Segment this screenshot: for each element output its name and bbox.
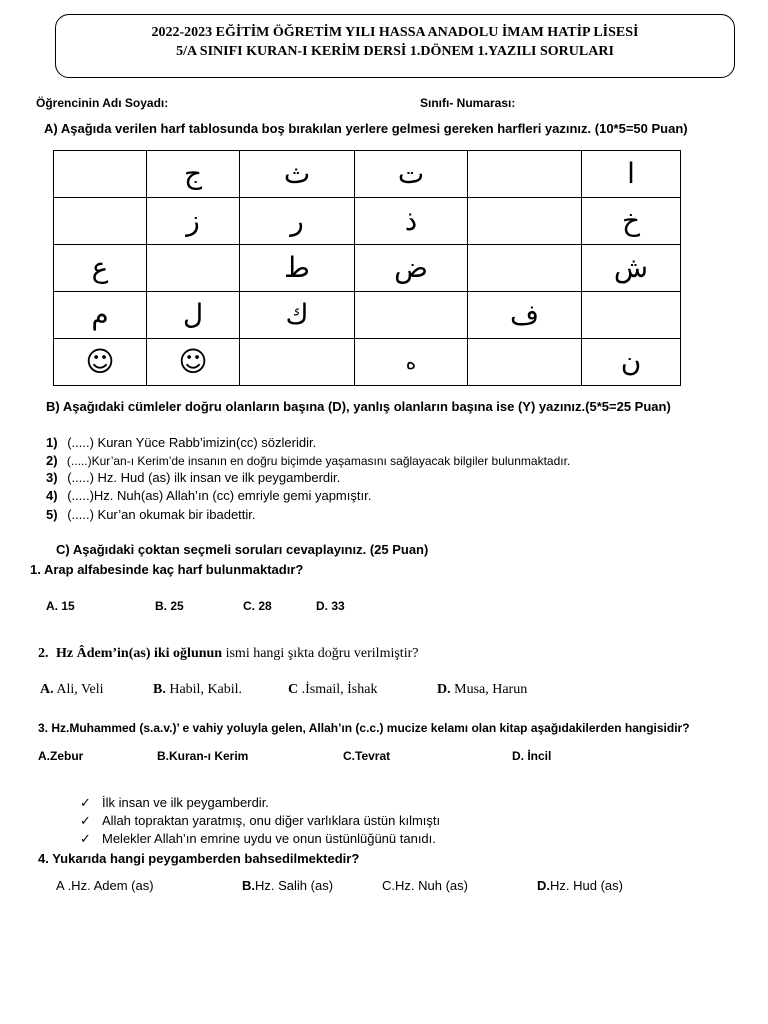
q1-option-c: C. 28: [243, 599, 272, 613]
letter-cell: ف: [468, 292, 582, 339]
q1-option-d: D. 33: [316, 599, 345, 613]
letter-cell: ل: [147, 292, 240, 339]
letter-cell: [468, 245, 582, 292]
q2-option-d: [437, 682, 527, 698]
letter-cell: [468, 339, 582, 386]
table-row: [54, 151, 681, 198]
question-3: 3. Hz.Muhammed (s.a.v.)’ e vahiy yoluyla gelen, Allah’ın (c.c.) mucize kelamı olan kitap aşağıdakilerden hangisidir?: [38, 721, 690, 735]
option-text: Ali, Veli: [53, 682, 104, 697]
q1-option-b: B. 25: [155, 599, 184, 613]
letter-table: [53, 150, 681, 386]
list-item: [80, 813, 440, 829]
item-number: 1): [46, 435, 58, 450]
list-item: [46, 470, 340, 485]
item-text: (.....) Hz. Hud (as) ilk insan ve ilk peygamberdir.: [67, 470, 341, 485]
q2-option-a: [40, 682, 104, 698]
option-letter: B.: [242, 878, 255, 893]
letter-cell: ج: [147, 151, 240, 198]
option-letter: A.: [40, 682, 54, 697]
q2-bold-text: Hz Âdem’in(as) iki oğlunun: [56, 646, 223, 661]
table-row: [54, 292, 681, 339]
letter-cell: [240, 339, 355, 386]
letter-cell: [147, 245, 240, 292]
letter-cell: ه: [355, 339, 468, 386]
list-item: [46, 453, 570, 468]
section-a-title: A) Aşağıda verilen harf tablosunda boş bırakılan yerlere gelmesi gereken harfleri yazınız. (10*5=50 Puan): [44, 121, 688, 136]
q3-option-c: C.Tevrat: [343, 749, 391, 763]
letter-cell: ض: [355, 245, 468, 292]
item-text: (.....)Hz. Nuh(as) Allah’ın (cc) emriyle gemi yapmıştır.: [67, 488, 372, 503]
letter-cell: ث: [240, 151, 355, 198]
letter-cell: ا: [582, 151, 681, 198]
letter-cell: [355, 292, 468, 339]
letter-cell: ك: [240, 292, 355, 339]
clue-text: Melekler Allah’ın emrine uydu ve onun üstünlüğünü tanıdı.: [102, 831, 436, 846]
section-c-title: C) Aşağıdaki çoktan seçmeli soruları cevaplayınız. (25 Puan): [56, 542, 429, 557]
student-name-label: Öğrencinin Adı Soyadı:: [36, 96, 169, 110]
q2-number: 2.: [38, 646, 49, 661]
header-title-line2: 5/A SINIFI KURAN-I KERİM DERSİ 1.DÖNEM 1.YAZILI SORULARI: [176, 44, 614, 59]
question-4: 4. Yukarıda hangi peygamberden bahsedilmektedir?: [38, 851, 360, 866]
item-number: 2): [46, 453, 58, 468]
q3-option-a: A.Zebur: [38, 749, 84, 763]
letter-cell: خ: [582, 198, 681, 245]
letter-cell: ذ: [355, 198, 468, 245]
option-text: Hz. Salih (as): [255, 878, 334, 893]
item-text: (.....) Kur’an okumak bir ibadettir.: [67, 507, 256, 522]
list-item: [80, 795, 269, 811]
letter-cell: ز: [147, 198, 240, 245]
option-letter: D.: [537, 878, 550, 893]
checkmark-icon: ✓: [80, 795, 91, 810]
q1-option-a: A. 15: [46, 599, 75, 613]
list-item: [46, 435, 316, 450]
q2-text: ismi hangi şıkta doğru verilmiştir?: [222, 646, 419, 661]
letter-cell: ن: [582, 339, 681, 386]
question-1: 1. Arap alfabesinde kaç harf bulunmaktadır?: [30, 562, 304, 577]
option-text: Musa, Harun: [450, 682, 528, 697]
checkmark-icon: ✓: [80, 831, 91, 846]
table-row: [54, 245, 681, 292]
letter-cell: [468, 198, 582, 245]
q4-option-b: [242, 878, 333, 893]
student-class-label: Sınıfı- Numarası:: [420, 96, 516, 110]
clue-text: Allah topraktan yaratmış, onu diğer varlıklara üstün kılmıştı: [102, 813, 441, 828]
letter-cell: ت: [355, 151, 468, 198]
option-letter: B.: [153, 682, 166, 697]
option-text: Habil, Kabil.: [165, 682, 243, 697]
letter-cell: [582, 292, 681, 339]
list-item: [80, 831, 436, 847]
q2-option-b: [153, 682, 242, 698]
list-item: [46, 507, 256, 522]
clue-text: İlk insan ve ilk peygamberdir.: [102, 795, 269, 810]
letter-cell: ع: [54, 245, 147, 292]
question-2: [38, 646, 418, 662]
smiley-icon: ☺: [147, 339, 240, 386]
q4-option-c: C.Hz. Nuh (as): [382, 878, 468, 893]
option-text: .İsmail, İshak: [298, 682, 378, 697]
item-number: 4): [46, 488, 58, 503]
q4-option-d: [537, 878, 623, 893]
letter-cell: [54, 151, 147, 198]
section-b-title: B) Aşağıdaki cümleler doğru olanların başına (D), yanlış olanların başına ise (Y) yazınız.(5*5=25 Puan): [46, 399, 671, 414]
letter-cell: ر: [240, 198, 355, 245]
q3-option-b: B.Kuran-ı Kerim: [157, 749, 249, 763]
letter-cell: [54, 198, 147, 245]
option-letter: D.: [437, 682, 451, 697]
option-letter: C: [288, 682, 299, 697]
list-item: [46, 488, 371, 503]
item-number: 5): [46, 507, 58, 522]
item-text: (.....) Kuran Yüce Rabb’imizin(cc) sözleridir.: [67, 435, 317, 450]
header-title-line1: 2022-2023 EĞİTİM ÖĞRETİM YILI HASSA ANADOLU İMAM HATİP LİSESİ: [151, 25, 639, 40]
letter-cell: ش: [582, 245, 681, 292]
q4-option-a: A .Hz. Adem (as): [56, 878, 154, 893]
checkmark-icon: ✓: [80, 813, 91, 828]
table-row: [54, 198, 681, 245]
exam-header: [55, 14, 735, 78]
table-row: [54, 339, 681, 386]
smiley-icon: ☺: [54, 339, 147, 386]
letter-cell: ط: [240, 245, 355, 292]
letter-cell: [468, 151, 582, 198]
item-number: 3): [46, 470, 58, 485]
option-text: Hz. Hud (as): [550, 878, 623, 893]
letter-cell: م: [54, 292, 147, 339]
q3-option-d: D. İncil: [512, 749, 552, 763]
item-text: (.....)Kur’an-ı Kerim’de insanın en doğru biçimde yaşamasını sağlayacak bilgiler bulunmaktadır.: [66, 454, 571, 468]
q2-option-c: [288, 682, 377, 698]
